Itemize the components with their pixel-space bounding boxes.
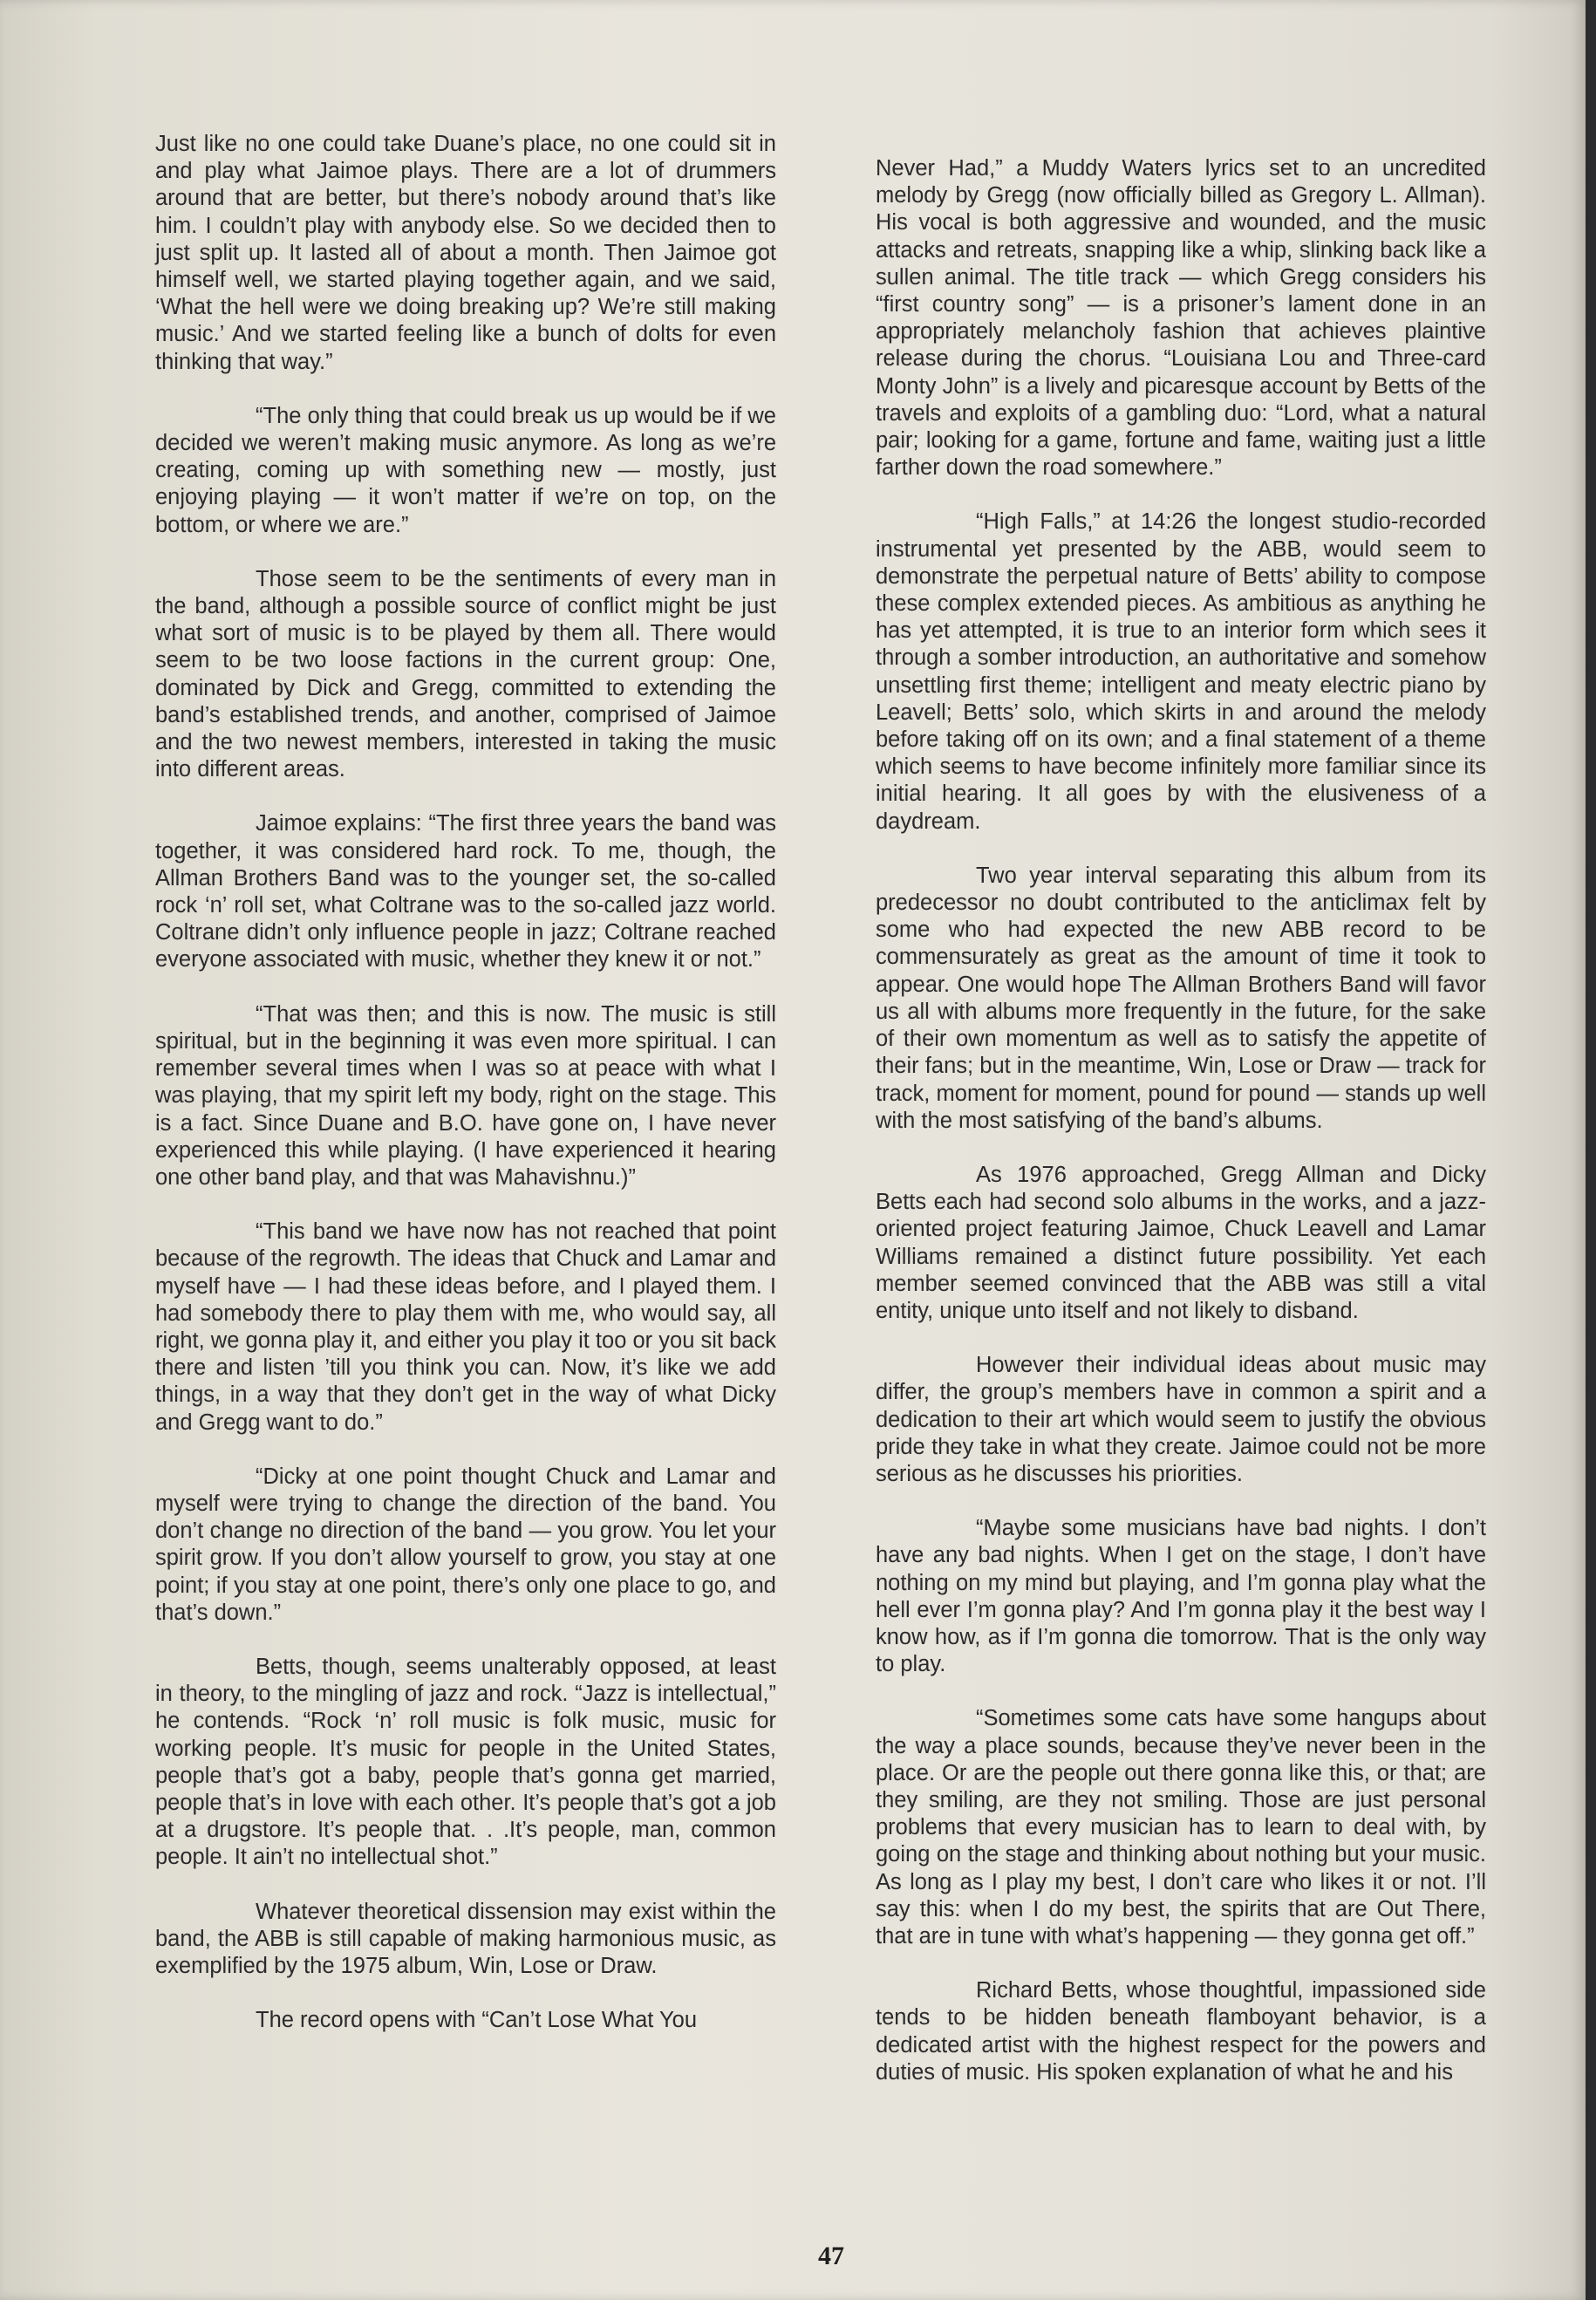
paragraph: “The only thing that could break us up would be if we decided we weren’t making music anymore. As long as we’re creating, coming up with something new — mostly, just enjoying playing — it won’t matter if we’re on top, on the bottom, or where we are.” (155, 403, 776, 537)
paragraph: Just like no one could take Duane’s place, no one could sit in and play what Jaimoe plays. There are a lot of drummers around that are better, but there’s nobody around that’s like him. I couldn’t play with anybody else. So we decided then to just split up. It lasted all of about a month. Then Jaimoe got himself well, we started playing together again, and we said, ‘What the hell were we doing breaking up? We’re still making music.’ And we started feeling like a bunch of dolts for even thinking that way.” (155, 132, 776, 374)
paragraph: Betts, though, seems unalterably opposed, at least in theory, to the mingling of jazz and rock. “Jazz is intellectual,” he contends. “Rock ‘n’ roll music is folk music, music for working people. It’s music for people in the United States, people that’s got a baby, people that’s gonna get married, people that’s in love with each other. It’s people that’s got a job at a drugstore. It’s people that. . .It’s people, man, common people. It ain’t no intellectual shot.” (155, 1654, 776, 1870)
paragraph: Never Had,” a Muddy Waters lyrics set to an uncredited melody by Gregg (now officially billed as Gregory L. Allman). His vocal is both aggressive and wounded, and the music attacks and retreats, snapping like a whip, slinking back like a sullen animal. The title track — which Gregg considers his “first country song” — is a prisoner’s lament done in an appropriately melancholy fashion that achieves plaintive release during the chorus. “Louisiana Lou and Three-card Monty John” is a lively and picaresque account by Betts of the travels and exploits of a gambling duo: “Lord, what a natural pair; looking for a game, fortune and fame, waiting just a little farther down the road somewhere.” (876, 156, 1486, 481)
right-text-column (876, 155, 1486, 2113)
paragraph: “Sometimes some cats have some hangups about the way a place sounds, because they’ve never been in the place. Or are the people out there gonna like this, or that; are they smiling, are they not smiling. Those are just personal problems that every musician has to learn to deal with, by going on the stage and thinking about nothing but your music. As long as I play my best, I don’t care who likes it or not. I’ll say this: when I do my best, the spirits that are Out There, that are in tune with what’s happening — they gonna get off.” (876, 1706, 1486, 1949)
paragraph: However their individual ideas about music may differ, the group’s members have in common a spirit and a dedication to their art which would seem to justify the obvious pride they take in what they create. Jaimoe could not be more serious as he discusses his priorities. (876, 1353, 1486, 1486)
paragraph: Those seem to be the sentiments of every man in the band, although a possible source of conflict might be just what sort of music is to be played by them all. There would seem to be two loose factions in the current group: One, dominated by Dick and Gregg, committed to extending the band’s established trends, and another, comprised of Jaimoe and the two newest members, interested in taking the music into different areas. (155, 566, 776, 782)
paragraph: Whatever theoretical dissension may exist within the band, the ABB is still capable of making harmonious music, as exemplified by the 1975 album, Win, Lose or Draw. (155, 1899, 776, 1978)
binding-edge (1586, 0, 1596, 2300)
paragraph: Two year interval separating this album from its predecessor no doubt contributed to the anticlimax felt by some who had expected the new ABB record to be commensurately as great as the amount of time it took to appear. One would hope The Allman Brothers Band will favor us all with albums more frequently in the future, for the sake of their own momentum as well as to satisfy the appetite of their fans; but in the meantime, Win, Lose or Draw — track for track, moment for moment, pound for pound — stands up well with the most satisfying of the band’s albums. (876, 863, 1486, 1133)
page-number: 47 (818, 2242, 844, 2270)
paragraph: Richard Betts, whose thoughtful, impassioned side tends to be hidden beneath flamboyant behavior, is a dedicated artist with the highest respect for the powers and duties of music. His spoken explanation of what he and his (876, 1978, 1486, 2085)
paragraph: Jaimoe explains: “The first three years the band was together, it was considered hard rock. To me, though, the Allman Brothers Band was to the younger set, the so-called rock ‘n’ roll set, what Coltrane was to the so-called jazz world. Coltrane didn’t only influence people in jazz; Coltrane reached everyone associated with music, whether they knew it or not.” (155, 811, 776, 973)
left-text-column (155, 131, 776, 2061)
paragraph: As 1976 approached, Gregg Allman and Dicky Betts each had second solo albums in the works, and a jazz-oriented project featuring Jaimoe, Chuck Leavell and Lamar Williams remained a distinct future possibility. Yet each member seemed convinced that the ABB was still a vital entity, unique unto itself and not likely to disband. (876, 1162, 1486, 1323)
paragraph: “Maybe some musicians have bad nights. I don’t have any bad nights. When I get on the stage, I don’t have nothing on my mind but playing, and I’m gonna play what the hell ever I’m gonna play? And I’m gonna play it the best way I know how, as if I’m gonna die tomorrow. That is the only way to play. (876, 1516, 1486, 1677)
paragraph: “That was then; and this is now. The music is still spiritual, but in the beginning it was even more spiritual. I can remember several times when I was so at peace with what I was playing, that my spirit left my body, right on the stage. This is a fact. Since Duane and B.O. have gone on, I have never experienced this while playing. (I have experienced it hearing one other band play, and that was Mahavishnu.)” (155, 1001, 776, 1190)
paragraph: “High Falls,” at 14:26 the longest studio-recorded instrumental yet presented by the ABB, would seem to demonstrate the perpetual nature of Betts’ ability to compose these complex extended pieces. As ambitious as anything he has yet attempted, it is true to an interior form which sees it through a somber introduction, an authoritative and somehow unsettling first theme; intelligent and meaty electric piano by Leavell; Betts’ solo, which skirts in and around the melody before taking off on its own; and a final statement of a theme which seems to have become infinitely more familiar since its initial hearing. It all goes by with the elusiveness of a daydream. (876, 509, 1486, 834)
paragraph: “Dicky at one point thought Chuck and Lamar and myself were trying to change the direction of the band. You don’t change no direction of the band — you grow. You let your spirit grow. If you don’t allow yourself to grow, you stay at one point; if you stay at one point, there’s only one place to go, and that’s down.” (155, 1464, 776, 1625)
paragraph: “This band we have now has not reached that point because of the regrowth. The ideas that Chuck and Lamar and myself have — I had these ideas before, and I played them. I had somebody there to play them with me, who would say, all right, we gonna play it, and either you play it too or you sit back there and listen ’till you think you can. Now, it’s like we add things, in a way that they don’t get in the way of what Dicky and Gregg want to do.” (155, 1219, 776, 1435)
paragraph: The record opens with “Can’t Lose What You (256, 2008, 698, 2033)
